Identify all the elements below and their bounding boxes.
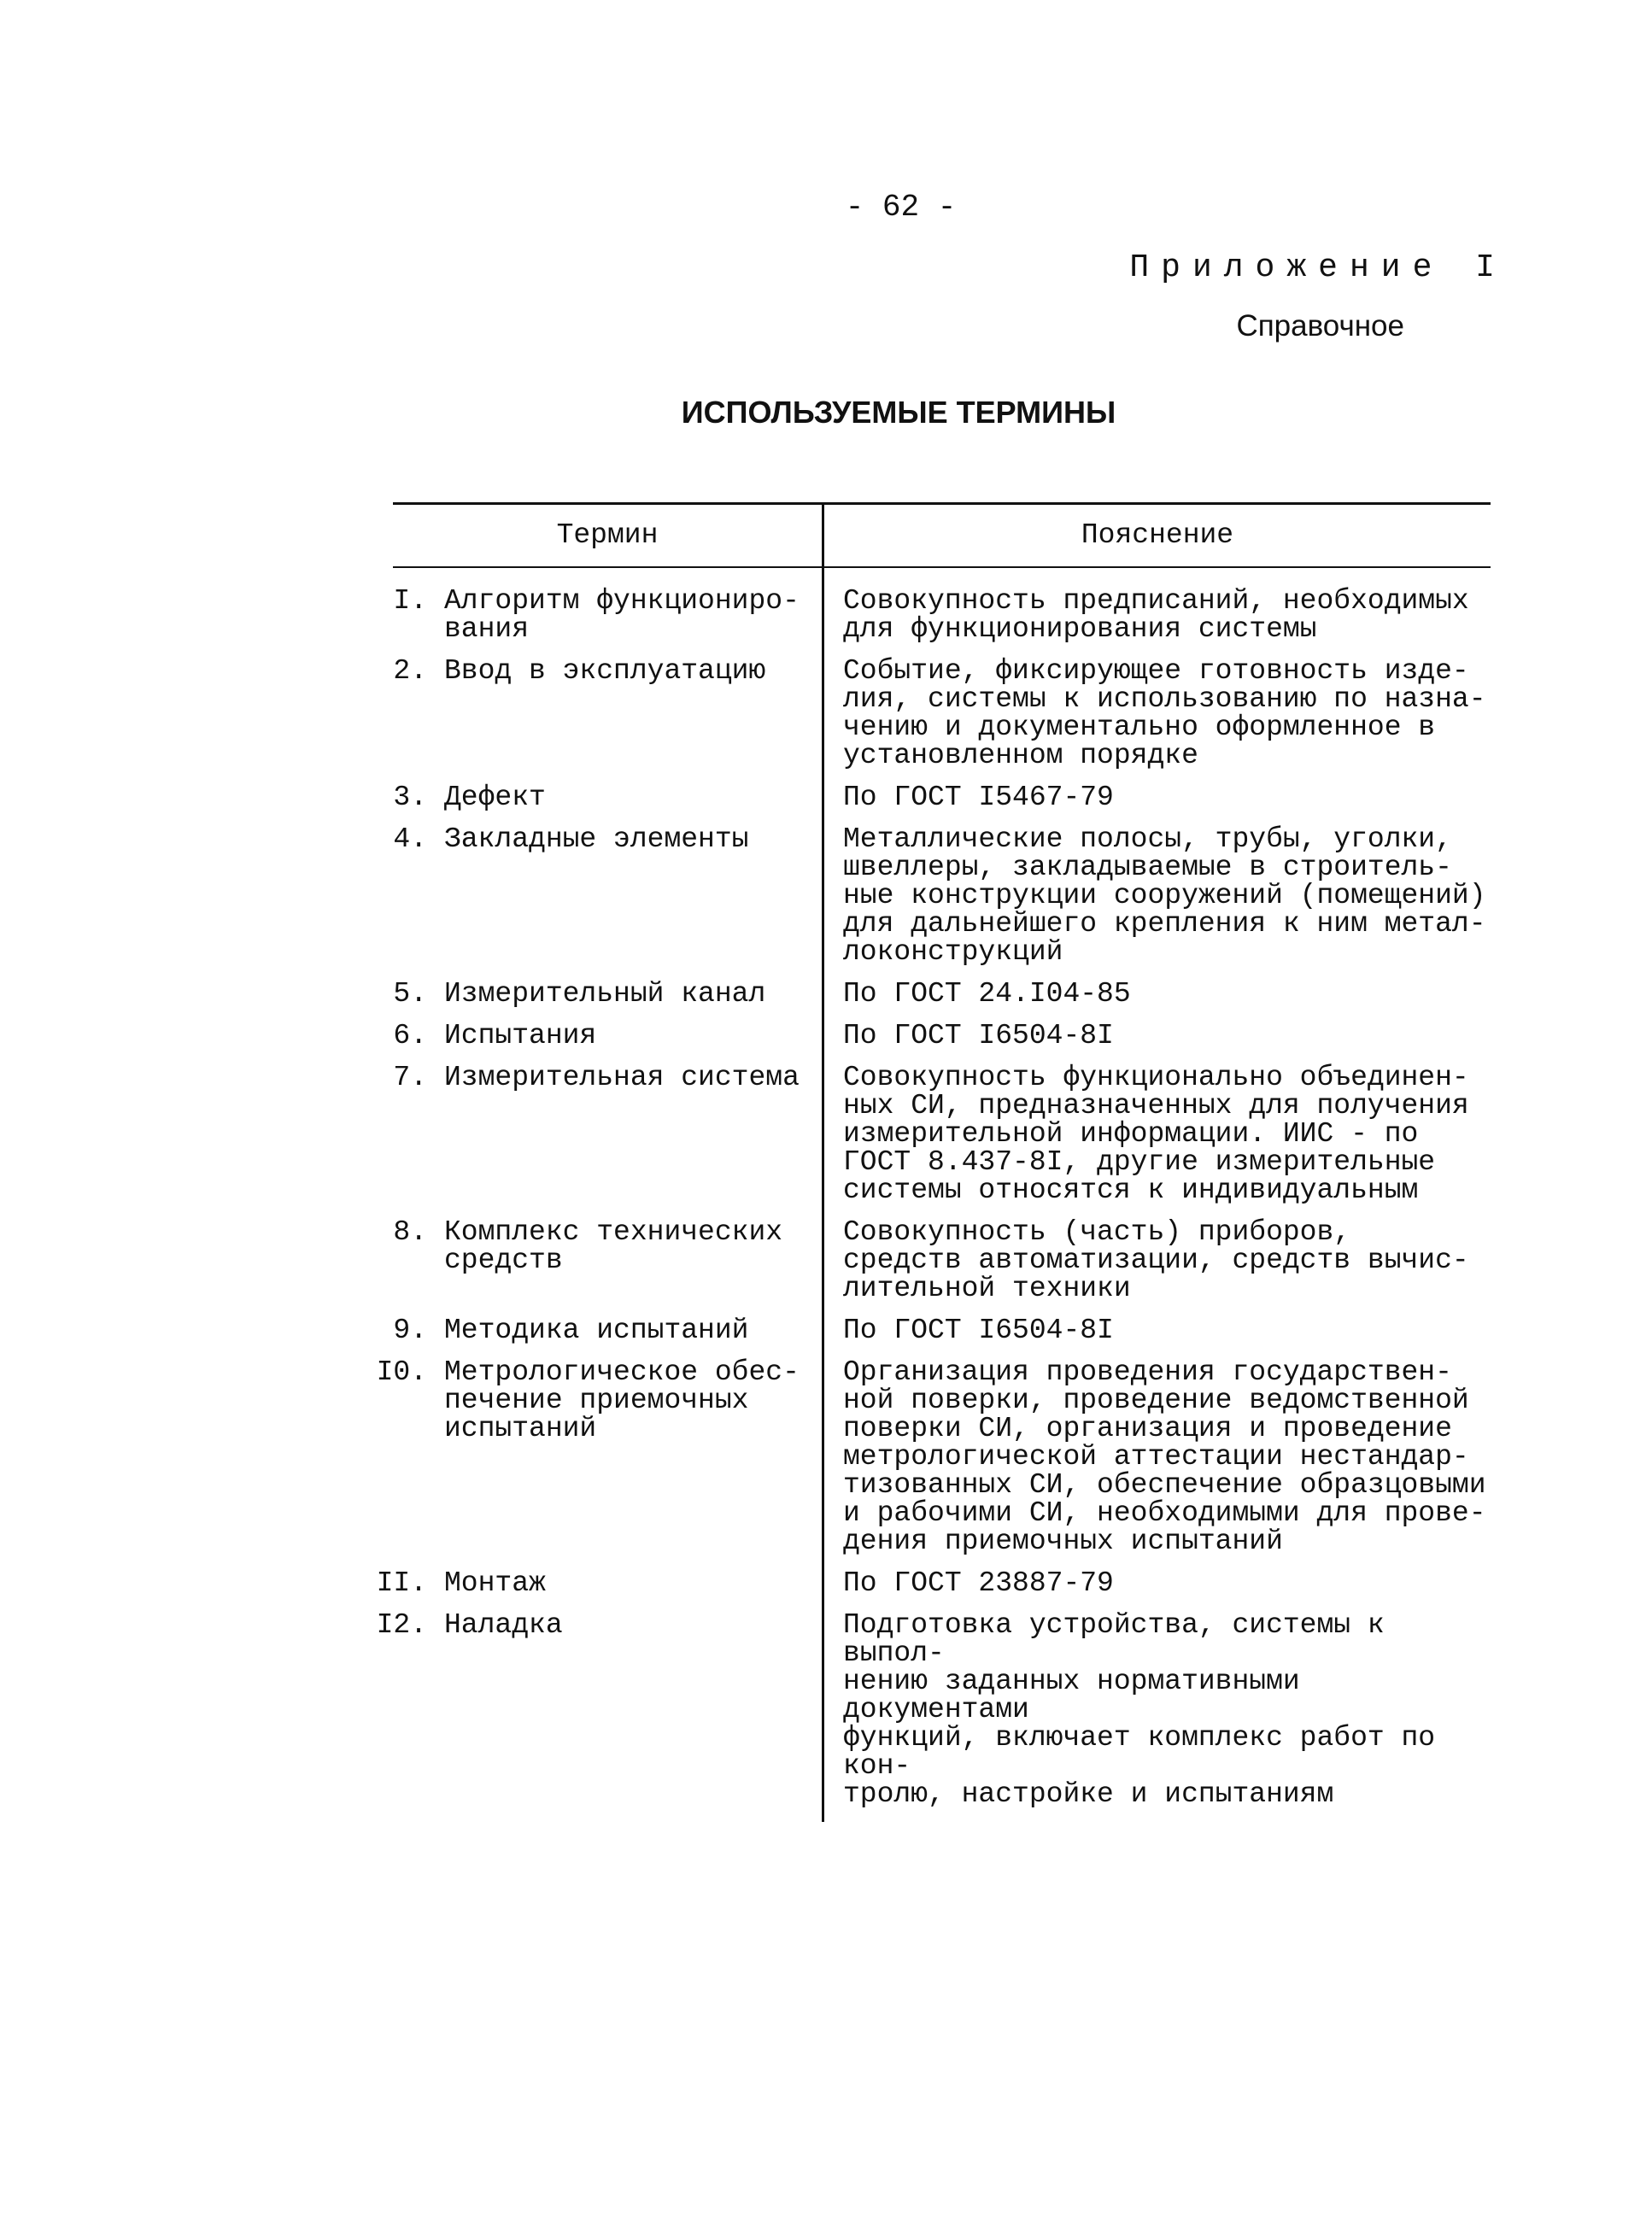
explanation-cell	[824, 1218, 1491, 1316]
explanation-text: Металлические полосы, трубы, уголки, швеллеры, закладываемые в строитель- ные конструкции сооружений (помещений) для дальнейшего крепления к ним метал- локонструкций	[843, 823, 1486, 968]
term-number: 9.	[393, 1315, 427, 1346]
explanation-text: По ГОСТ I6504-8I	[843, 1315, 1114, 1346]
term-cell	[393, 1218, 824, 1316]
table-row	[376, 1609, 1491, 1822]
explanation-cell	[824, 825, 1491, 980]
explanation-cell	[824, 1022, 1491, 1063]
term-text: Измерительная система	[444, 1062, 800, 1093]
explanation-cell	[824, 783, 1491, 825]
term-number: 2.	[393, 655, 427, 687]
term-cell	[376, 1356, 824, 1569]
table-row	[393, 1218, 1491, 1316]
page-number: - 62 -	[845, 190, 957, 225]
term-number: 6.	[393, 1020, 427, 1051]
table-body	[376, 585, 1491, 1822]
term-number: II.	[376, 1567, 427, 1599]
table-header-row	[393, 505, 1491, 566]
table-row	[393, 657, 1491, 783]
explanation-cell	[824, 1316, 1491, 1358]
term-number: I.	[393, 585, 427, 617]
explanation-text: Совокупность функционально объединен- ных СИ, предназначенных для получения измерительной информации. ИИС - по ГОСТ 8.437-8I, другие измерительные системы относятся к индивидуальным	[843, 1062, 1469, 1206]
table-row	[393, 783, 1491, 825]
explanation-text: По ГОСТ I5467-79	[843, 782, 1114, 813]
term-cell	[393, 587, 824, 657]
table-row	[376, 1356, 1491, 1569]
explanation-cell	[824, 1358, 1491, 1569]
table-row	[376, 1567, 1491, 1611]
explanation-text: Подготовка устройства, системы к выпол- нению заданных нормативными документами функций, включает комплекс работ по кон- тролю, настройке и испытаниям	[843, 1609, 1436, 1810]
explanation-cell	[824, 1611, 1491, 1822]
terms-table	[376, 502, 1491, 1822]
table-row	[393, 1063, 1491, 1218]
document-title: ИСПОЛЬЗУЕМЫЕ ТЕРМИНЫ	[681, 395, 1116, 430]
table-row	[393, 587, 1491, 657]
term-cell	[376, 1609, 824, 1822]
appendix-subtitle: Справочное	[1236, 309, 1404, 343]
header-explanation: Пояснение	[1081, 519, 1234, 551]
explanation-cell	[824, 1569, 1491, 1611]
term-number: I2.	[376, 1609, 427, 1641]
term-cell	[393, 1022, 824, 1063]
term-number: 4.	[393, 823, 427, 855]
explanation-text: Совокупность (часть) приборов, средств автоматизации, средств вычис- лительной техники	[843, 1216, 1469, 1304]
table-row	[393, 1316, 1491, 1358]
explanation-text: Организация проведения государствен- ной поверки, проведение ведомственной поверки СИ, организация и проведение метрологической аттестации нестандар- тизованных СИ, обеспечение образцовыми и рабочими СИ, необходимыми для прове- дения приемочных испытаний	[843, 1356, 1486, 1557]
term-text: Наладка	[444, 1609, 563, 1641]
term-cell	[393, 783, 824, 825]
term-number: 3.	[393, 782, 427, 813]
explanation-text: По ГОСТ 23887-79	[843, 1567, 1114, 1599]
explanation-cell	[824, 1063, 1491, 1218]
explanation-cell	[824, 587, 1491, 657]
term-text: Ввод в эксплуатацию	[444, 655, 766, 687]
explanation-text: По ГОСТ I6504-8I	[843, 1020, 1114, 1051]
explanation-text: Совокупность предписаний, необходимых для функционирования системы	[843, 585, 1469, 645]
term-text: Алгоритм функциониро- вания	[444, 585, 800, 645]
table-row	[393, 825, 1491, 980]
term-cell	[393, 657, 824, 783]
term-number: 7.	[393, 1062, 427, 1093]
term-text: Методика испытаний	[444, 1315, 749, 1346]
explanation-text: Событие, фиксирующее готовность изде- лия, системы к использованию по назна- чению и документально оформленное в установленном порядке	[843, 655, 1486, 771]
explanation-cell	[824, 980, 1491, 1022]
term-cell	[393, 980, 824, 1022]
explanation-cell	[824, 657, 1491, 783]
term-cell	[393, 1316, 824, 1358]
term-text: Испытания	[444, 1020, 597, 1051]
term-number: I0.	[376, 1356, 427, 1388]
term-text: Комплекс технических средств	[444, 1216, 783, 1276]
term-text: Метрологическое обес- печение приемочных испытаний	[444, 1356, 800, 1444]
term-cell	[376, 1567, 824, 1611]
term-number: 8.	[393, 1216, 427, 1248]
table-row	[393, 980, 1491, 1022]
table-row	[393, 1022, 1491, 1063]
explanation-text: По ГОСТ 24.I04-85	[843, 978, 1131, 1010]
term-cell	[393, 825, 824, 980]
header-term: Термин	[393, 505, 824, 566]
term-text: Закладные элементы	[444, 823, 749, 855]
term-text: Монтаж	[444, 1567, 546, 1599]
term-text: Измерительный канал	[444, 978, 766, 1010]
appendix-label: Приложение I	[1129, 249, 1507, 286]
term-text: Дефект	[444, 782, 546, 813]
term-cell	[393, 1063, 824, 1218]
term-number: 5.	[393, 978, 427, 1010]
table-spacer	[393, 568, 1491, 587]
